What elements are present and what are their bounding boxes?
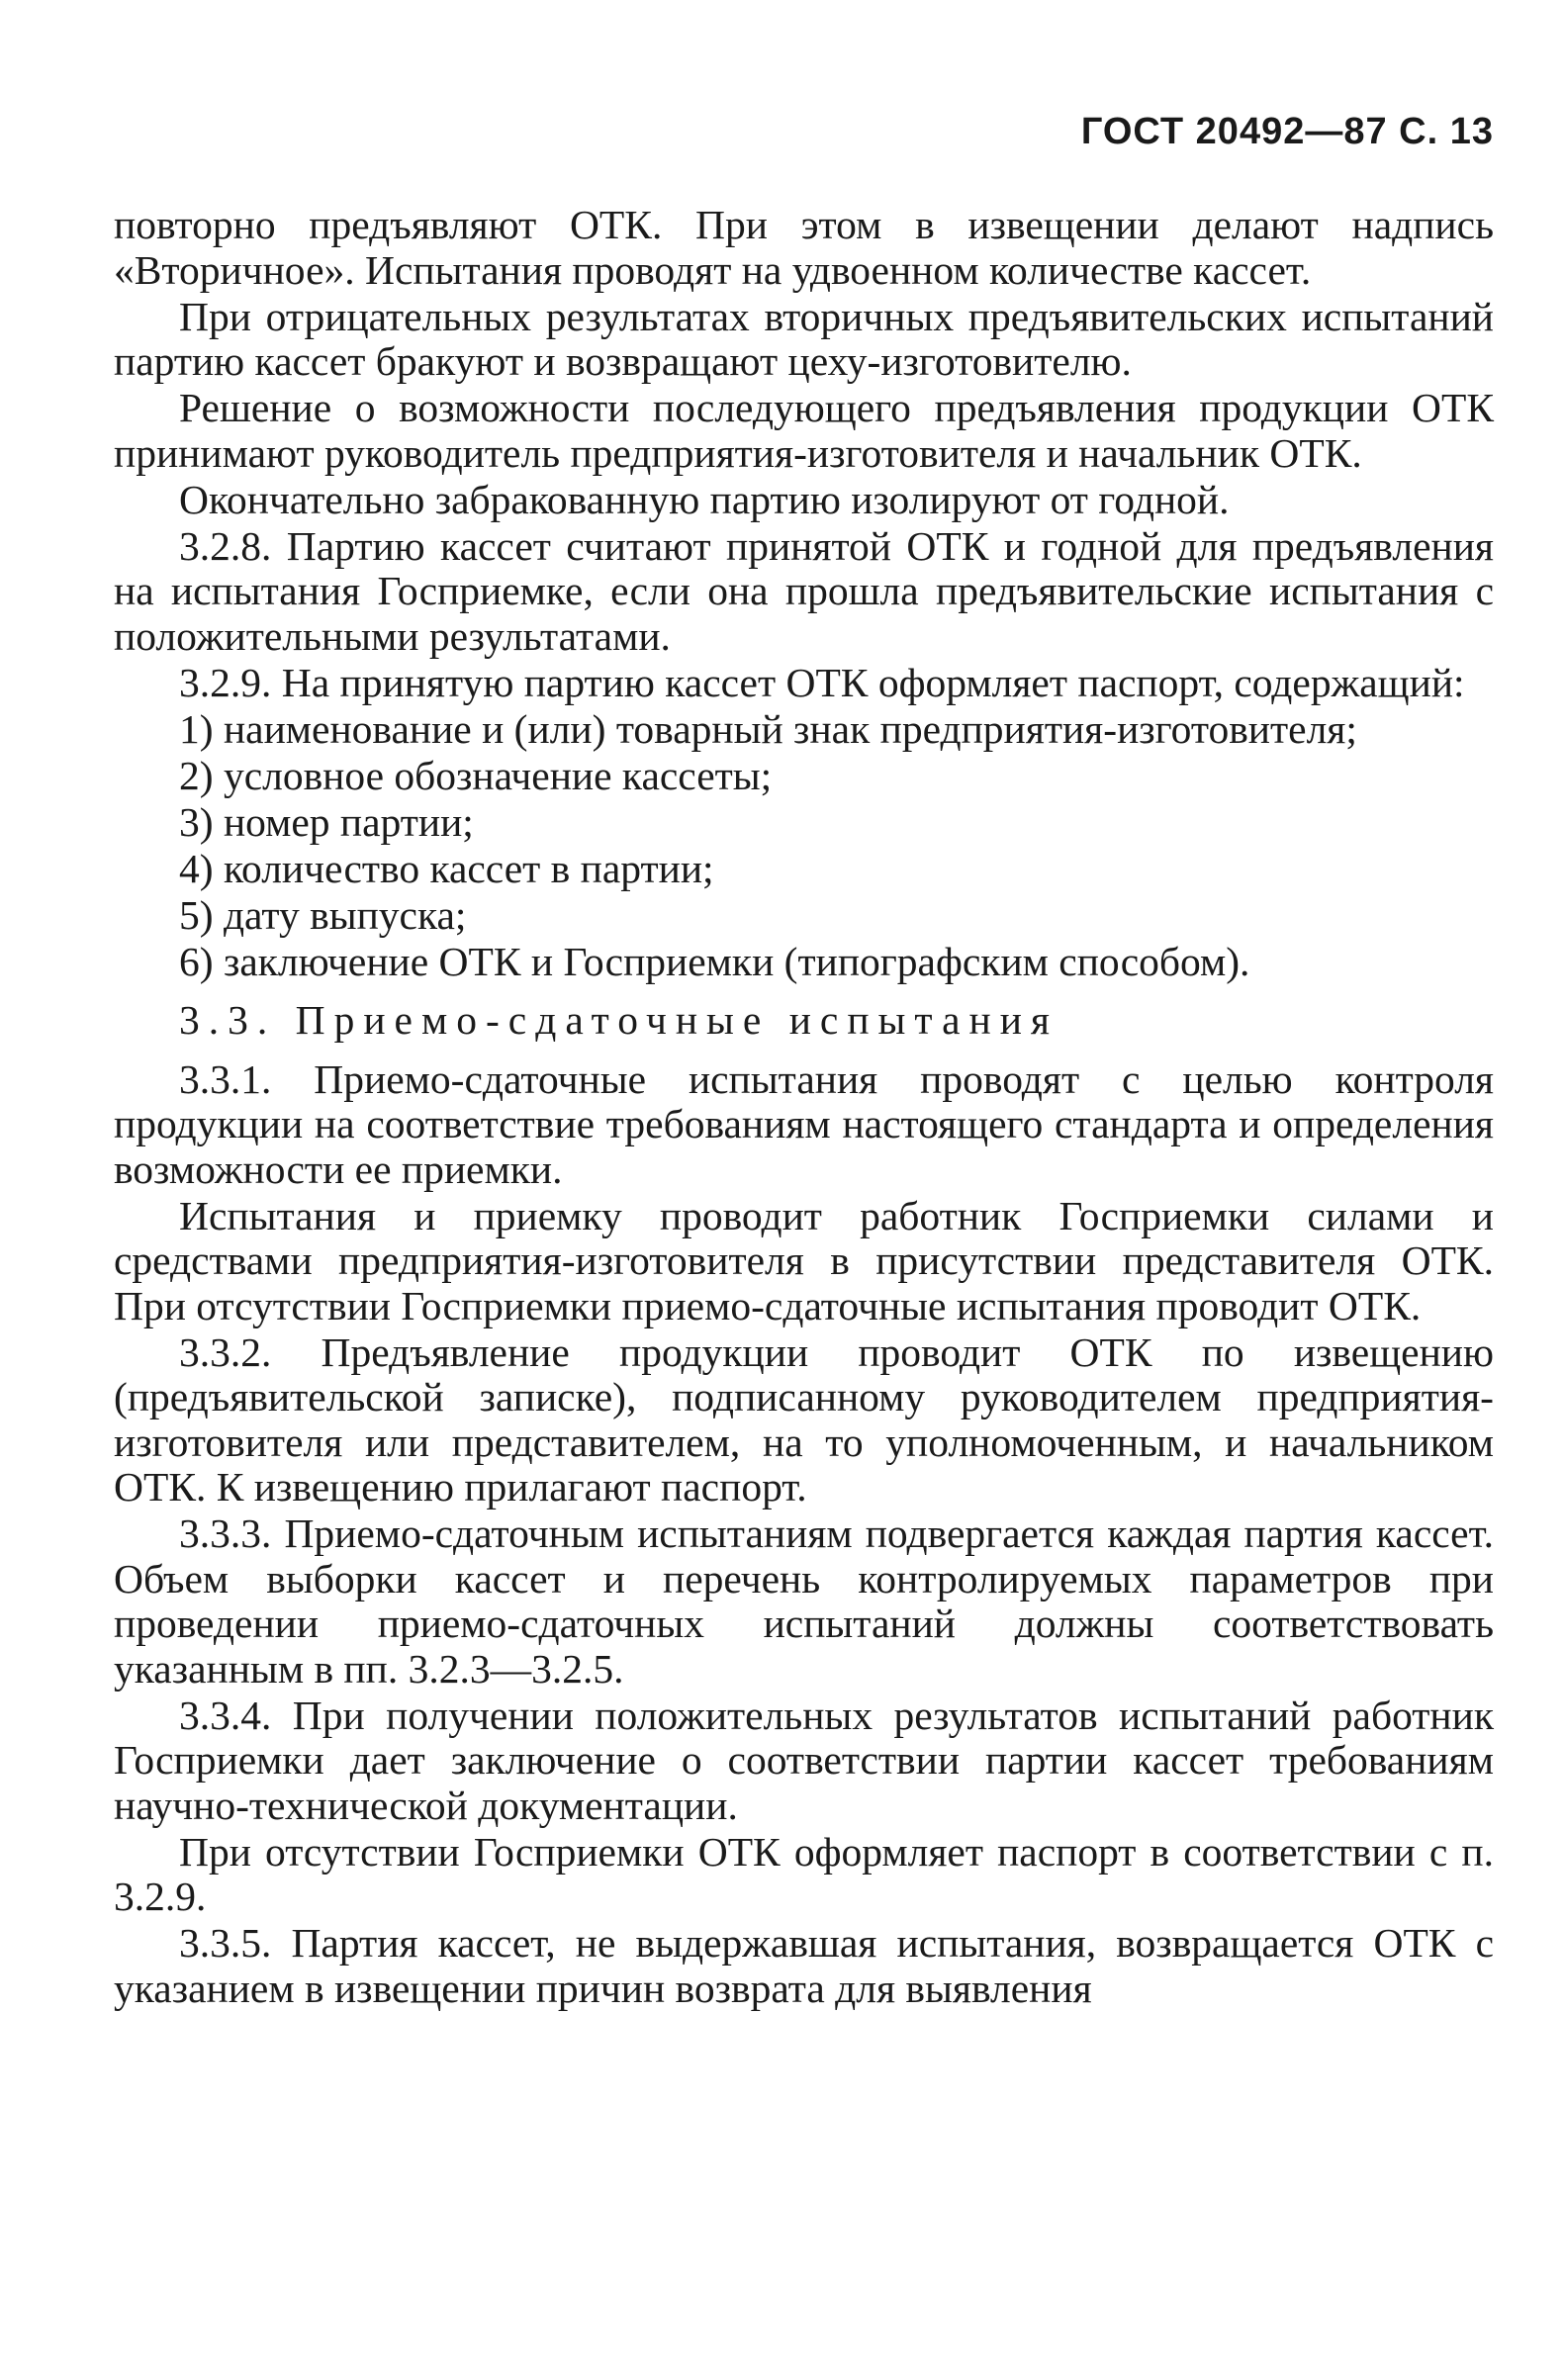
clause-3-2-8: 3.2.8. Партию кассет считают принятой ОТК и годной для предъявления на испытания Госприемке, если она прошла предъявительские испытания с положительными результатами. [114, 522, 1494, 659]
clause-3-3-4: 3.3.4. При получении положительных результатов испытаний работник Госприемки дает заключение о соответствии партии кассет требованиям научно-технической документации. [114, 1692, 1494, 1828]
list-item: 4) количество кассет в партии; [179, 845, 714, 891]
clause-3-2-9: 3.2.9. На принятую партию кассет ОТК оформляет паспорт, содержащий: [179, 659, 1465, 705]
paragraph: При отрицательных результатах вторичных предъявительских испытаний партию кассет бракуют и возвращают цеху-изготовителю. [114, 293, 1494, 384]
list-item: 5) дату выпуска; [179, 891, 467, 938]
paragraph: Испытания и приемку проводит работник Госприемки силами и средствами предприятия-изготовителя в присутствии представителя ОТК. При отсутствии Госприемки приемо-сдаточные испытания проводит ОТК. [114, 1192, 1494, 1328]
list-item: 6) заключение ОТК и Госприемки (типографским способом). [179, 938, 1250, 984]
clause-3-3-2: 3.3.2. Предъявление продукции проводит ОТК по извещению (предъявительской записке), подписанному руководителем предприятия-изготовителя или представителем, на то уполномоченным, и начальником ОТК. К извещению прилагают паспорт. [114, 1328, 1494, 1510]
paragraph-continuation: повторно предъявляют ОТК. При этом в извещении делают надпись «Вторичное». Испытания проводят на удвоенном количестве кассет. [114, 202, 1494, 293]
clause-3-3-3: 3.3.3. Приемо-сдаточным испытаниям подвергается каждая партия кассет. Объем выборки кассет и перечень контролируемых параметров при проведении приемо-сдаточных испытаний должны соответствовать указанным в пп. 3.2.3—3.2.5. [114, 1510, 1494, 1692]
paragraph: При отсутствии Госприемки ОТК оформляет паспорт в соответствии с п. 3.2.9. [114, 1828, 1494, 1919]
paragraph: Решение о возможности последующего предъявления продукции ОТК принимают руководитель предприятия-изготовителя и начальник ОТК. [114, 385, 1494, 476]
paragraph: Окончательно забракованную партию изолируют от годной. [179, 476, 1230, 522]
clause-3-3-1: 3.3.1. Приемо-сдаточные испытания проводят с целью контроля продукции на соответствие требованиям настоящего стандарта и определения возможности ее приемки. [114, 1055, 1494, 1192]
document-page [114, 0, 1494, 2380]
clause-3-3-5: 3.3.5. Партия кассет, не выдержавшая испытания, возвращается ОТК с указанием в извещении причин возврата для выявления [114, 1920, 1494, 2011]
section-heading: 3.3. Приемо-сдаточные испытания [179, 997, 1058, 1043]
list-item: 1) наименование и (или) товарный знак предприятия-изготовителя; [179, 705, 1357, 752]
list-item: 2) условное обозначение кассеты; [179, 752, 773, 798]
list-item: 3) номер партии; [179, 798, 474, 845]
body-text [114, 203, 1494, 2013]
running-header: ГОСТ 20492—87 С. 13 [1080, 111, 1494, 152]
